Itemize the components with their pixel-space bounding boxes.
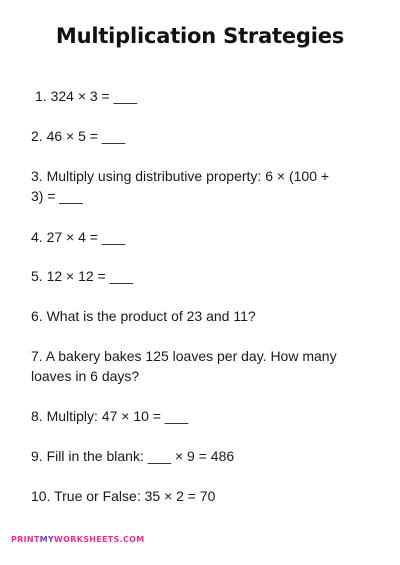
- brand-logo-worksheets: WORKSHEETS.COM: [54, 535, 145, 544]
- brand-logo: [11, 535, 144, 544]
- brand-logo-print: PRINT: [11, 535, 40, 544]
- question-6: 6. What is the product of 23 and 11?: [31, 308, 256, 324]
- question-7: 7. A bakery bakes 125 loaves per day. How many loaves in 6 days?: [31, 348, 337, 384]
- question-8: 8. Multiply: 47 × 10 = ___: [31, 408, 189, 424]
- question-1: 1. 324 × 3 = ___: [35, 88, 137, 104]
- question-3: 3. Multiply using distributive property: 6 × (100 + 3) = ___: [31, 168, 330, 204]
- question-4: 4. 27 × 4 = ___: [31, 229, 126, 245]
- brand-logo-my: MY: [39, 535, 55, 544]
- page-title: Multiplication Strategies: [55, 24, 345, 48]
- question-10: 10. True or False: 35 × 2 = 70: [31, 488, 216, 504]
- question-9: 9. Fill in the blank: ___ × 9 = 486: [31, 448, 235, 464]
- question-5: 5. 12 × 12 = ___: [31, 268, 133, 284]
- question-2: 2. 46 × 5 = ___: [31, 128, 126, 144]
